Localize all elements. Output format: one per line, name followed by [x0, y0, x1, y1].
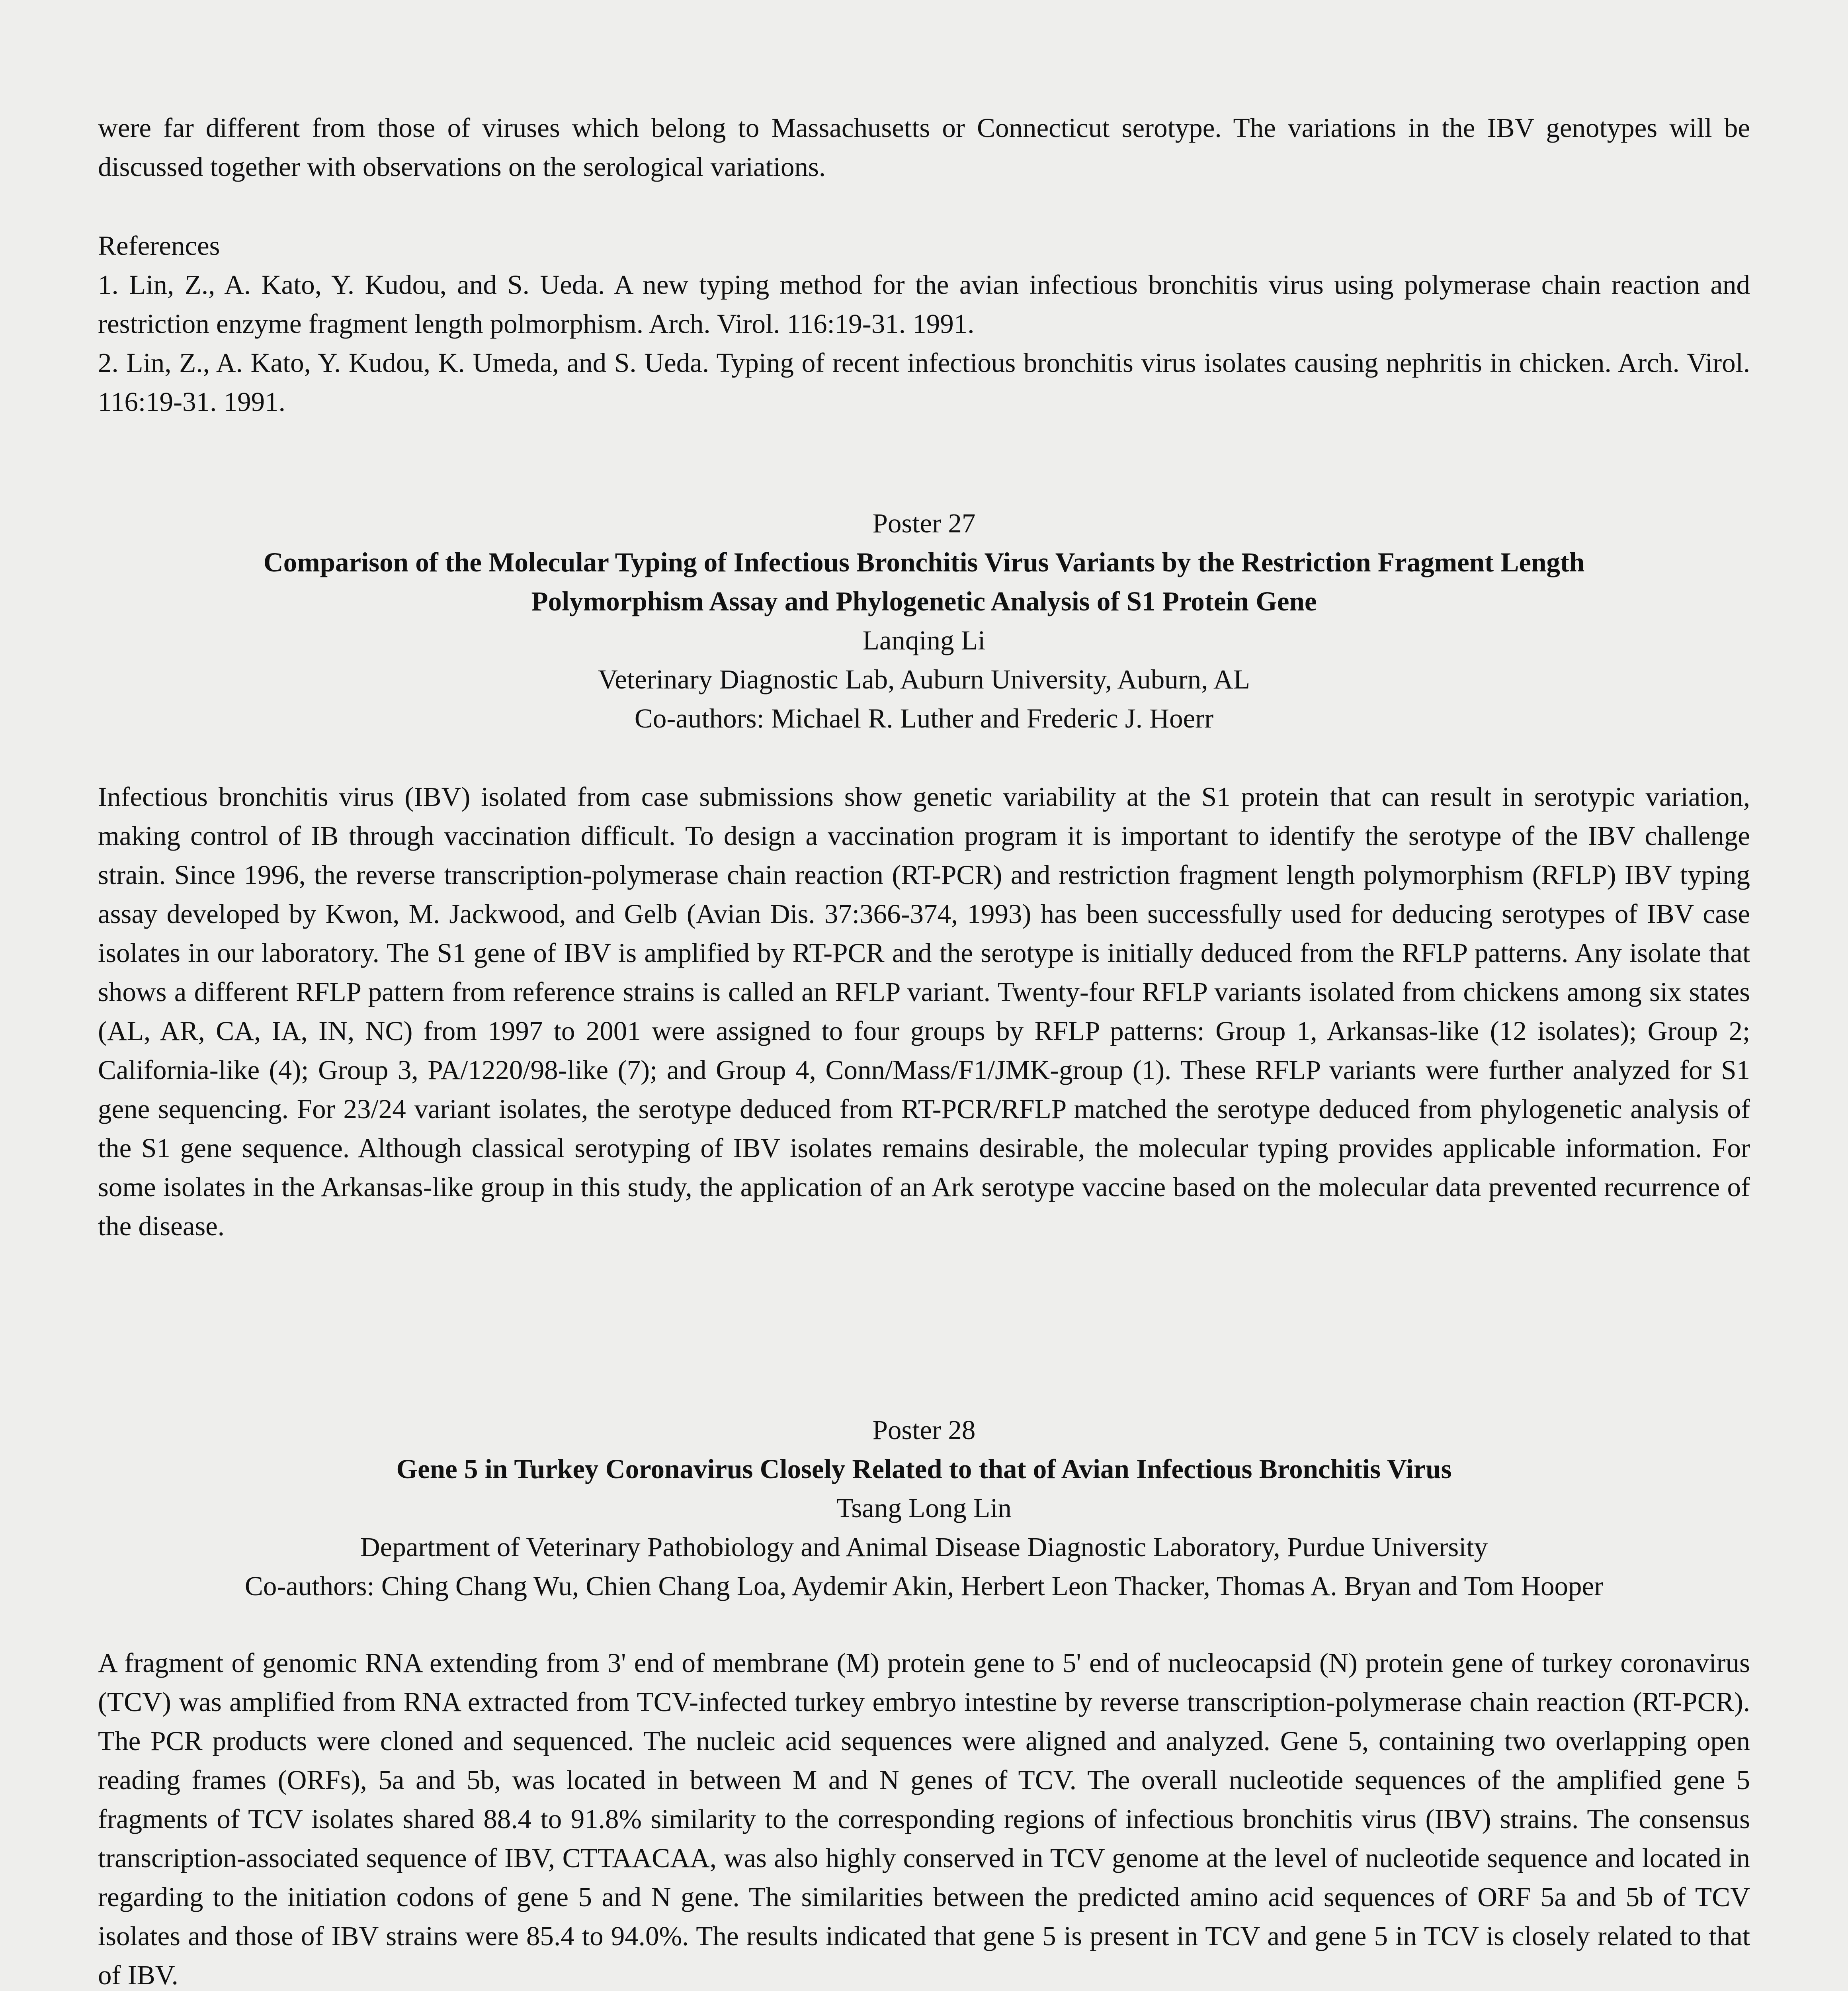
poster-title: Polymorphism Assay and Phylogenetic Analysis of S1 Protein Gene	[531, 586, 1317, 616]
poster-coauthors: Co-authors: Ching Chang Wu, Chien Chang Loa, Aydemir Akin, Herbert Leon Thacker, Thomas A. Bryan and Tom Hooper	[244, 1571, 1604, 1601]
references-heading: References	[98, 231, 220, 261]
poster-coauthors: Co-authors: Michael R. Luther and Frederic J. Hoerr	[634, 703, 1214, 733]
poster-28-abstract: A fragment of genomic RNA extending from 3' end of membrane (M) protein gene to 5' end of nucleocapsid (N) protein gene of turkey coronavirus (TCV) was amplified from RNA extracted from TCV-infected turkey embryo intestine by reverse transcription-polymerase chain reaction (RT-PCR). The PCR products were cloned and sequenced. The nucleic acid sequences were aligned and analyzed. Gene 5, containing two overlapping open reading frames (ORFs), 5a and 5b, was located in between M and N genes of TCV. The overall nucleotide sequences of the amplified gene 5 fragments of TCV isolates shared 88.4 to 91.8% similarity to the corresponding regions of infectious bronchitis virus (IBV) strains. The consensus transcription-associated sequence of IBV, CTTAACAA, was also highly conserved in TCV genome at the level of nucleotide sequence and located in regarding to the initiation codons of gene 5 and N gene. The similarities between the predicted amino acid sequences of ORF 5a and 5b of TCV isolates and those of IBV strains were 85.4 to 94.0%. The results indicated that gene 5 is present in TCV and gene 5 in TCV is closely related to that of IBV.	[98, 1648, 1750, 1990]
poster-author: Tsang Long Lin	[836, 1493, 1012, 1523]
poster-affiliation: Department of Veterinary Pathobiology and Animal Disease Diagnostic Laboratory, Purdue University	[360, 1532, 1488, 1562]
intro-paragraph: were far different from those of viruses which belong to Massachusetts or Connecticut serotype. The variations in the IBV genotypes will be discussed together with observations on the serological variations.	[98, 113, 1750, 182]
reference-item: 2. Lin, Z., A. Kato, Y. Kudou, K. Umeda, and S. Ueda. Typing of recent infectious bronchitis virus isolates causing nephritis in chicken. Arch. Virol. 116:19-31. 1991.	[98, 348, 1750, 417]
poster-author: Lanqing Li	[862, 625, 986, 655]
poster-title: Gene 5 in Turkey Coronavirus Closely Related to that of Avian Infectious Bronchitis Virus	[396, 1454, 1452, 1484]
poster-27-abstract: Infectious bronchitis virus (IBV) isolated from case submissions show genetic variability at the S1 protein that can result in serotypic variation, making control of IB through vaccination difficult. To design a vaccination program it is important to identify the serotype of the IBV challenge strain. Since 1996, the reverse transcription-polymerase chain reaction (RT-PCR) and restriction fragment length polymorphism (RFLP) IBV typing assay developed by Kwon, M. Jackwood, and Gelb (Avian Dis. 37:366-374, 1993) has been successfully used for deducing serotypes of IBV case isolates in our laboratory. The S1 gene of IBV is amplified by RT-PCR and the serotype is initially deduced from the RFLP patterns. Any isolate that shows a different RFLP pattern from reference strains is called an RFLP variant. Twenty-four RFLP variants isolated from chickens among six states (AL, AR, CA, IA, IN, NC) from 1997 to 2001 were assigned to four groups by RFLP patterns: Group 1, Arkansas-like (12 isolates); Group 2; California-like (4); Group 3, PA/1220/98-like (7); and Group 4, Conn/Mass/F1/JMK-group (1). These RFLP variants were further analyzed for S1 gene sequencing. For 23/24 variant isolates, the serotype deduced from RT-PCR/RFLP matched the serotype deduced from phylogenetic analysis of the S1 gene sequence. Although classical serotyping of IBV isolates remains desirable, the molecular typing provides applicable information. For some isolates in the Arkansas-like group in this study, the application of an Ark serotype vaccine based on the molecular data prevented recurrence of the disease.	[98, 782, 1750, 1241]
poster-number: Poster 27	[872, 508, 976, 538]
poster-28-header	[98, 1410, 1750, 1606]
poster-title: Comparison of the Molecular Typing of Infectious Bronchitis Virus Variants by the Restriction Fragment Length	[263, 547, 1585, 577]
poster-affiliation: Veterinary Diagnostic Lab, Auburn University, Auburn, AL	[598, 664, 1250, 694]
reference-item: 1. Lin, Z., A. Kato, Y. Kudou, and S. Ueda. A new typing method for the avian infectious bronchitis virus using polymerase chain reaction and restriction enzyme fragment length polmorphism. Arch. Virol. 116:19-31. 1991.	[98, 270, 1750, 339]
poster-27-header	[98, 504, 1750, 738]
references-section	[98, 226, 1750, 421]
poster-number: Poster 28	[872, 1415, 976, 1445]
